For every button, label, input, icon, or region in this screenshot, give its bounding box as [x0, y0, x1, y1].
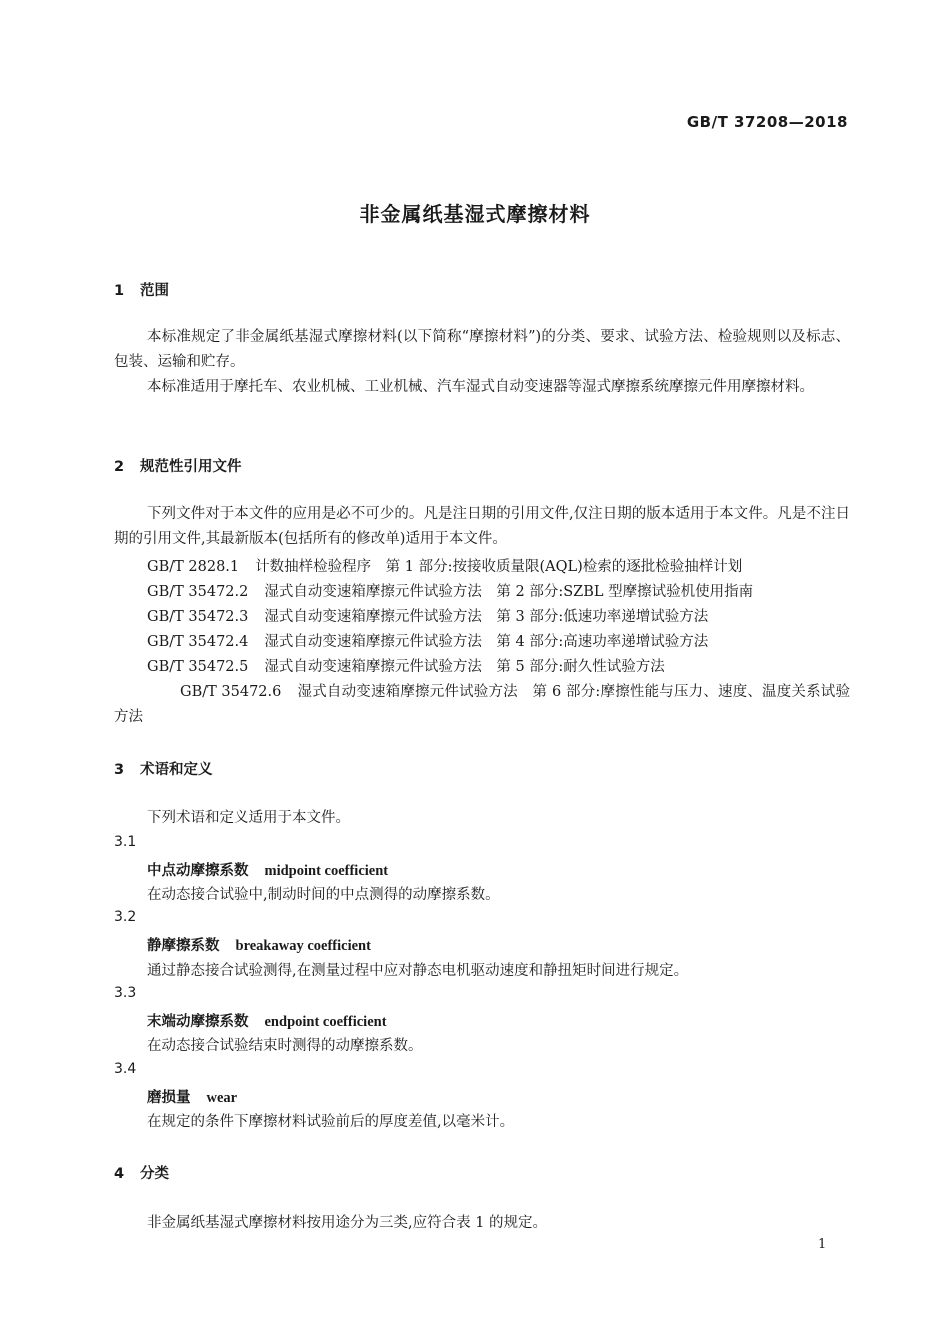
term-en: breakaway coefficient	[235, 938, 371, 954]
reference-code: GB/T 35472.6	[180, 684, 282, 700]
reference-code: GB/T 2828.1	[147, 559, 240, 575]
classification-text: 非金属纸基湿式摩擦材料按用途分为三类,应符合表 1 的规定。	[147, 1215, 548, 1231]
reference-code: GB/T 35472.4	[147, 634, 249, 650]
reference-title: 计数抽样检验程序 第 1 部分:按接收质量限(AQL)检索的逐批检验抽样计划	[255, 559, 743, 575]
section-heading-terms	[114, 758, 213, 779]
reference-title: 湿式自动变速箱摩擦元件试验方法 第 2 部分:SZBL 型摩擦试验机使用指南	[264, 584, 754, 600]
reference-item	[147, 605, 708, 626]
reference-item	[147, 555, 742, 576]
section-number: 4	[114, 1166, 125, 1182]
normative-intro: 下列文件对于本文件的应用是必不可少的。凡是注日期的引用文件,仅注日期的版本适用于本文件。凡是不注日期的引用文件,其最新版本(包括所有的修改单)适用于本文件。	[114, 506, 850, 547]
section-title: 分类	[140, 1166, 169, 1182]
page-title: 非金属纸基湿式摩擦材料	[359, 202, 591, 226]
term-heading	[147, 1010, 387, 1031]
section-number: 3	[114, 762, 125, 778]
term-en: endpoint coefficient	[264, 1014, 387, 1030]
term-number: 3.4	[114, 1061, 137, 1077]
reference-code: GB/T 35472.5	[147, 659, 249, 675]
reference-item	[114, 680, 850, 730]
term-definition: 在规定的条件下摩擦材料试验前后的厚度差值,以毫米计。	[147, 1114, 515, 1130]
section-title: 术语和定义	[140, 762, 213, 778]
term-heading	[147, 934, 371, 955]
reference-item	[147, 580, 753, 601]
reference-item	[147, 655, 665, 676]
term-number: 3.3	[114, 985, 137, 1001]
terms-intro: 下列术语和定义适用于本文件。	[147, 810, 350, 826]
reference-code: GB/T 35472.3	[147, 609, 249, 625]
reference-title: 湿式自动变速箱摩擦元件试验方法 第 5 部分:耐久性试验方法	[264, 659, 665, 675]
term-zh: 末端动摩擦系数	[147, 1014, 249, 1030]
section-title: 范围	[140, 283, 169, 299]
section-title: 规范性引用文件	[140, 459, 242, 475]
reference-title: 湿式自动变速箱摩擦元件试验方法 第 6 部分:摩擦性能与压力、速度、温度关系试验方法	[114, 684, 850, 725]
term-number: 3.1	[114, 834, 137, 850]
section-number: 2	[114, 459, 125, 475]
term-zh: 磨损量	[147, 1090, 191, 1106]
term-heading	[147, 1086, 237, 1107]
standard-number: GB/T 37208—2018	[686, 113, 848, 131]
term-heading	[147, 859, 388, 880]
reference-title: 湿式自动变速箱摩擦元件试验方法 第 4 部分:高速功率递增试验方法	[264, 634, 709, 650]
term-definition: 在动态接合试验结束时测得的动摩擦系数。	[147, 1038, 423, 1054]
term-number: 3.2	[114, 909, 137, 925]
reference-code: GB/T 35472.2	[147, 584, 249, 600]
scope-paragraph-2: 本标准适用于摩托车、农业机械、工业机械、汽车湿式自动变速器等湿式摩擦系统摩擦元件用摩擦材料。	[147, 379, 814, 395]
term-en: wear	[206, 1090, 238, 1106]
term-definition: 在动态接合试验中,制动时间的中点测得的动摩擦系数。	[147, 887, 500, 903]
scope-paragraph-1: 本标准规定了非金属纸基湿式摩擦材料(以下简称“摩擦材料”)的分类、要求、试验方法、检验规则以及标志、包装、运输和贮存。	[114, 329, 850, 370]
term-zh: 静摩擦系数	[147, 938, 220, 954]
term-zh: 中点动摩擦系数	[147, 863, 249, 879]
reference-title: 湿式自动变速箱摩擦元件试验方法 第 3 部分:低速功率递增试验方法	[264, 609, 709, 625]
page-number: 1	[818, 1237, 827, 1252]
section-heading-normative	[114, 455, 242, 476]
section-heading-scope	[114, 279, 169, 300]
section-heading-classification	[114, 1162, 169, 1183]
term-en: midpoint coefficient	[264, 863, 389, 879]
reference-item	[147, 630, 708, 651]
section-number: 1	[114, 283, 125, 299]
term-definition: 通过静态接合试验测得,在测量过程中应对静态电机驱动速度和静扭矩时间进行规定。	[147, 963, 689, 979]
